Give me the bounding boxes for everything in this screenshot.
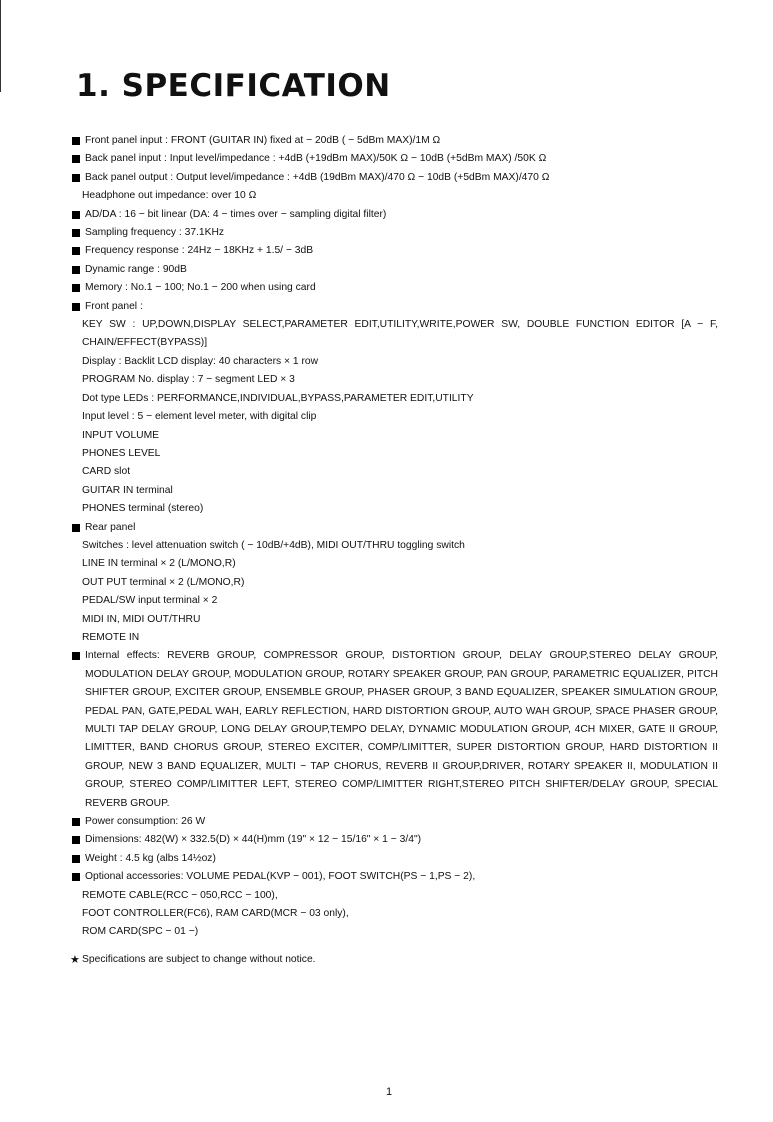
bullet-icon xyxy=(72,229,80,237)
change-notice: ★ Specifications are subject to change without notice. xyxy=(70,951,718,969)
bullet-icon xyxy=(72,836,80,844)
rear-panel-heading: Rear panel xyxy=(70,519,718,537)
spec-frequency-response: Frequency response : 24Hz − 18KHz + 1.5/ − 3dB xyxy=(70,242,718,260)
bullet-icon xyxy=(72,155,80,163)
front-panel-key-sw: KEY SW : UP,DOWN,DISPLAY SELECT,PARAMETER EDIT,UTILITY,WRITE,POWER SW, DOUBLE FUNCTION EDITOR [A − F, CHAIN/EFFECT(BYPASS)] xyxy=(82,319,718,349)
accessory-remote-cable: REMOTE CABLE(RCC − 050,RCC − 100), xyxy=(82,889,278,901)
rear-panel-pedal: PEDAL/SW input terminal × 2 xyxy=(82,595,218,607)
bullet-icon xyxy=(72,137,80,145)
spec-internal-effects: Internal effects: REVERB GROUP, COMPRESSOR GROUP, DISTORTION GROUP, DELAY GROUP,STEREO DELAY GROUP, MODULATION DELAY GROUP, MODULATION GROUP, ROTARY SPEAKER GROUP, PAN GROUP, PARAMETRIC EQUALIZER, PITCH SHIFTER GROUP, EXCITER GROUP, ENSEMBLE GROUP, PHASER GROUP, 3 BAND EQUALIZER, SPEAKER SIMULATION GROUP, PEDAL PAN, GATE,PEDAL WAH, EARLY REFLECTION, HARD DISTORTION GROUP, AUTO WAH GROUP, SPACE PHASER GROUP, MULTI TAP DELAY GROUP, LONG DELAY GROUP,TEMPO DELAY, DYNAMIC MODULATION GROUP, 4CH MIXER, GATE II GROUP, LIMITTER, BAND CHORUS GROUP, STEREO EXCITER, COMP/LIMITTER, SUPER DISTORTION GROUP, HARD DISTORTION II GROUP, NEW 3 BAND EQUALIZER, MULTI − TAP CHORUS, REVERB II GROUP,DRIVER, ROTARY SPEAKER II, MODULATION II GROUP, STEREO COMP/LIMITTER LEFT, STEREO COMP/LIMITTER RIGHT,STEREO PITCH SHIFTER/DELAY GROUP, SPECIAL REVERB GROUP. xyxy=(70,647,718,813)
spec-body xyxy=(70,132,718,969)
bullet-icon xyxy=(72,247,80,255)
front-panel-guitar-in: GUITAR IN terminal xyxy=(82,484,173,496)
front-panel-heading: Front panel : xyxy=(70,298,718,316)
bullet-icon xyxy=(72,211,80,219)
spec-dynamic-range: Dynamic range : 90dB xyxy=(70,261,718,279)
spec-dimensions: Dimensions: 482(W) × 332.5(D) × 44(H)mm (19" × 12 − 15/16" × 1 − 3/4") xyxy=(70,831,718,849)
spec-front-panel-input: Front panel input : FRONT (GUITAR IN) fixed at − 20dB ( − 5dBm MAX)/1M Ω xyxy=(70,132,718,150)
star-icon: ★ xyxy=(70,953,80,966)
front-panel-phones-level: PHONES LEVEL xyxy=(82,447,161,459)
bullet-icon xyxy=(72,652,80,660)
accessory-rom-card: ROM CARD(SPC − 01 −) xyxy=(82,926,199,938)
front-panel-phones-terminal: PHONES terminal (stereo) xyxy=(82,503,204,515)
spec-power: Power consumption: 26 W xyxy=(70,813,718,831)
front-panel-input-volume: INPUT VOLUME xyxy=(82,429,160,441)
front-panel-card-slot: CARD slot xyxy=(82,466,131,478)
rear-panel-line-in: LINE IN terminal × 2 (L/MONO,R) xyxy=(82,558,236,570)
spec-weight: Weight : 4.5 kg (albs 14½oz) xyxy=(70,850,718,868)
bullet-icon xyxy=(72,855,80,863)
spec-ad-da: AD/DA : 16 − bit linear (DA: 4 − times over − sampling digital filter) xyxy=(70,206,718,224)
bullet-icon xyxy=(72,284,80,292)
spec-back-panel-output: Back panel output : Output level/impedance : +4dB (19dBm MAX)/470 Ω − 10dB (+5dBm MAX)/470 Ω xyxy=(70,169,718,187)
front-panel-display: Display : Backlit LCD display: 40 characters × 1 row xyxy=(82,355,319,367)
bullet-icon xyxy=(72,266,80,274)
page-number: 1 xyxy=(386,1086,393,1098)
bullet-icon xyxy=(72,873,80,881)
spec-headphone-impedance: Headphone out impedance: over 10 Ω xyxy=(82,190,257,202)
page-title: 1. SPECIFICATION xyxy=(76,68,391,104)
rear-panel-remote: REMOTE IN xyxy=(82,631,140,643)
front-panel-input-level: Input level : 5 − element level meter, with digital clip xyxy=(82,411,317,423)
spec-back-panel-input: Back panel input : Input level/impedance : +4dB (+19dBm MAX)/50K Ω − 10dB (+5dBm MAX) /50K Ω xyxy=(70,150,718,168)
spec-accessories: Optional accessories: VOLUME PEDAL(KVP − 001), FOOT SWITCH(PS − 1,PS − 2), xyxy=(70,868,718,886)
front-panel-program-display: PROGRAM No. display : 7 − segment LED × 3 xyxy=(82,374,295,386)
spec-memory: Memory : No.1 − 100; No.1 − 200 when using card xyxy=(70,279,718,297)
rear-panel-output: OUT PUT terminal × 2 (L/MONO,R) xyxy=(82,576,245,588)
accessory-foot-controller: FOOT CONTROLLER(FC6), RAM CARD(MCR − 03 only), xyxy=(82,908,349,920)
bullet-icon xyxy=(72,303,80,311)
page-margin-line xyxy=(0,0,1,92)
rear-panel-midi: MIDI IN, MIDI OUT/THRU xyxy=(82,613,201,625)
bullet-icon xyxy=(72,818,80,826)
bullet-icon xyxy=(72,174,80,182)
rear-panel-switches: Switches : level attenuation switch ( − 10dB/+4dB), MIDI OUT/THRU toggling switch xyxy=(82,539,465,551)
spec-sampling-frequency: Sampling frequency : 37.1KHz xyxy=(70,224,718,242)
front-panel-dot-leds: Dot type LEDs : PERFORMANCE,INDIVIDUAL,BYPASS,PARAMETER EDIT,UTILITY xyxy=(82,392,474,404)
bullet-icon xyxy=(72,524,80,532)
spacer xyxy=(70,942,718,951)
